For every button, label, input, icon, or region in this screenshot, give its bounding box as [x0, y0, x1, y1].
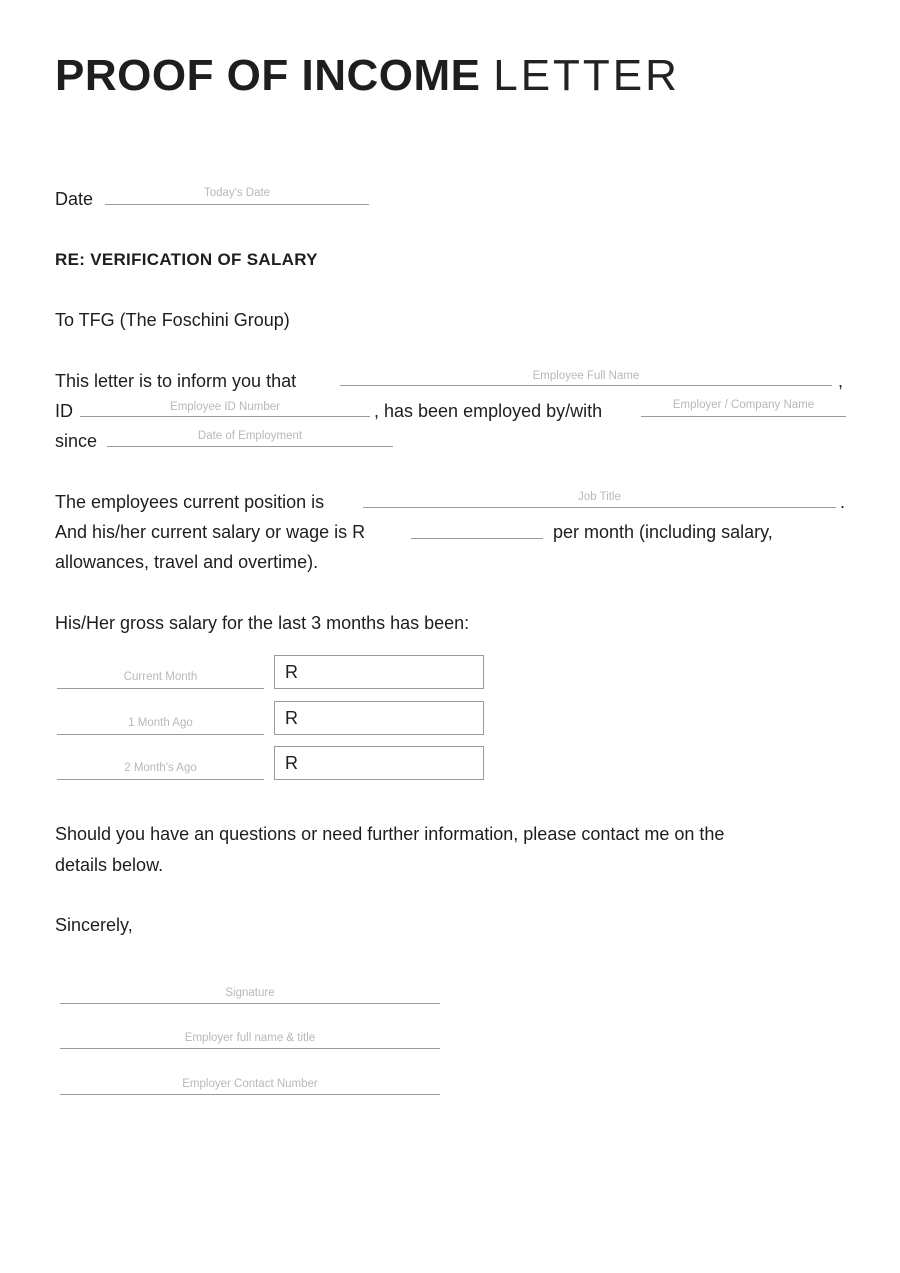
date-placeholder: Today's Date — [203, 187, 271, 199]
one-month-ago-underline — [57, 734, 264, 735]
job-title-placeholder: Job Title — [578, 491, 621, 503]
employer-placeholder: Employer / Company Name — [672, 399, 815, 411]
one-month-ago-amount-box[interactable]: R — [274, 701, 484, 735]
employer-field[interactable] — [641, 398, 846, 417]
employer-underline — [641, 416, 846, 417]
id-label: ID — [55, 401, 73, 421]
questions-line-2: details below. — [55, 855, 164, 875]
gross-salary-intro: His/Her gross salary for the last 3 months has been: — [55, 613, 470, 633]
employment-date-underline — [107, 446, 393, 447]
job-title-field[interactable] — [363, 490, 836, 508]
id-number-underline — [80, 416, 370, 417]
per-month-text: per month (including salary, — [553, 522, 773, 542]
employer-contact-field[interactable] — [60, 1077, 440, 1095]
questions-line-1: Should you have an questions or need further information, please contact me on the — [55, 824, 725, 844]
employer-contact-underline — [60, 1094, 440, 1095]
salary-text: And his/her current salary or wage is R — [55, 522, 366, 542]
two-months-ago-underline — [57, 779, 264, 780]
employer-name-title-underline — [60, 1048, 440, 1049]
comma: , — [838, 371, 844, 391]
employment-date-placeholder: Date of Employment — [197, 430, 303, 442]
current-month-amount-box[interactable]: R — [274, 655, 484, 689]
date-underline — [105, 204, 369, 205]
two-months-ago-field[interactable] — [57, 761, 264, 780]
monthly-salary-field[interactable] — [411, 524, 543, 539]
current-month-field[interactable] — [57, 670, 264, 689]
period: . — [840, 492, 846, 512]
one-month-ago-placeholder: 1 Month Ago — [128, 717, 193, 729]
signature-placeholder: Signature — [225, 987, 275, 999]
employer-name-title-field[interactable] — [60, 1031, 440, 1049]
employment-date-field[interactable] — [107, 429, 393, 447]
current-month-underline — [57, 688, 264, 689]
two-months-ago-amount-box[interactable]: R — [274, 746, 484, 780]
closing: Sincerely, — [55, 915, 133, 935]
current-month-placeholder: Current Month — [123, 671, 198, 683]
date-field[interactable] — [105, 186, 369, 205]
id-number-field[interactable] — [80, 400, 370, 417]
allowances-text: allowances, travel and overtime). — [55, 552, 319, 572]
position-text: The employees current position is — [55, 492, 325, 512]
monthly-salary-underline — [411, 538, 543, 539]
employee-name-underline — [340, 385, 832, 386]
signature-field[interactable] — [60, 986, 440, 1004]
one-month-ago-field[interactable] — [57, 716, 264, 735]
inform-text: This letter is to inform you that — [55, 371, 297, 391]
re-heading: RE: VERIFICATION OF SALARY — [55, 250, 318, 269]
date-label: Date — [55, 189, 94, 209]
employer-contact-placeholder: Employer Contact Number — [182, 1078, 318, 1090]
title-bold: PROOF OF INCOME — [55, 51, 481, 100]
title-light: LETTER — [493, 51, 680, 100]
employer-name-title-placeholder: Employer full name & title — [184, 1032, 316, 1044]
page-title — [55, 50, 680, 102]
signature-underline — [60, 1003, 440, 1004]
recipient-line: To TFG (The Foschini Group) — [55, 310, 290, 330]
since-label: since — [55, 431, 98, 451]
job-title-underline — [363, 507, 836, 508]
employee-name-placeholder: Employee Full Name — [532, 370, 640, 382]
two-months-ago-placeholder: 2 Month's Ago — [124, 762, 197, 774]
employed-text: , has been employed by/with — [374, 401, 603, 421]
id-number-placeholder: Employee ID Number — [170, 401, 280, 413]
employee-name-field[interactable] — [340, 369, 832, 386]
